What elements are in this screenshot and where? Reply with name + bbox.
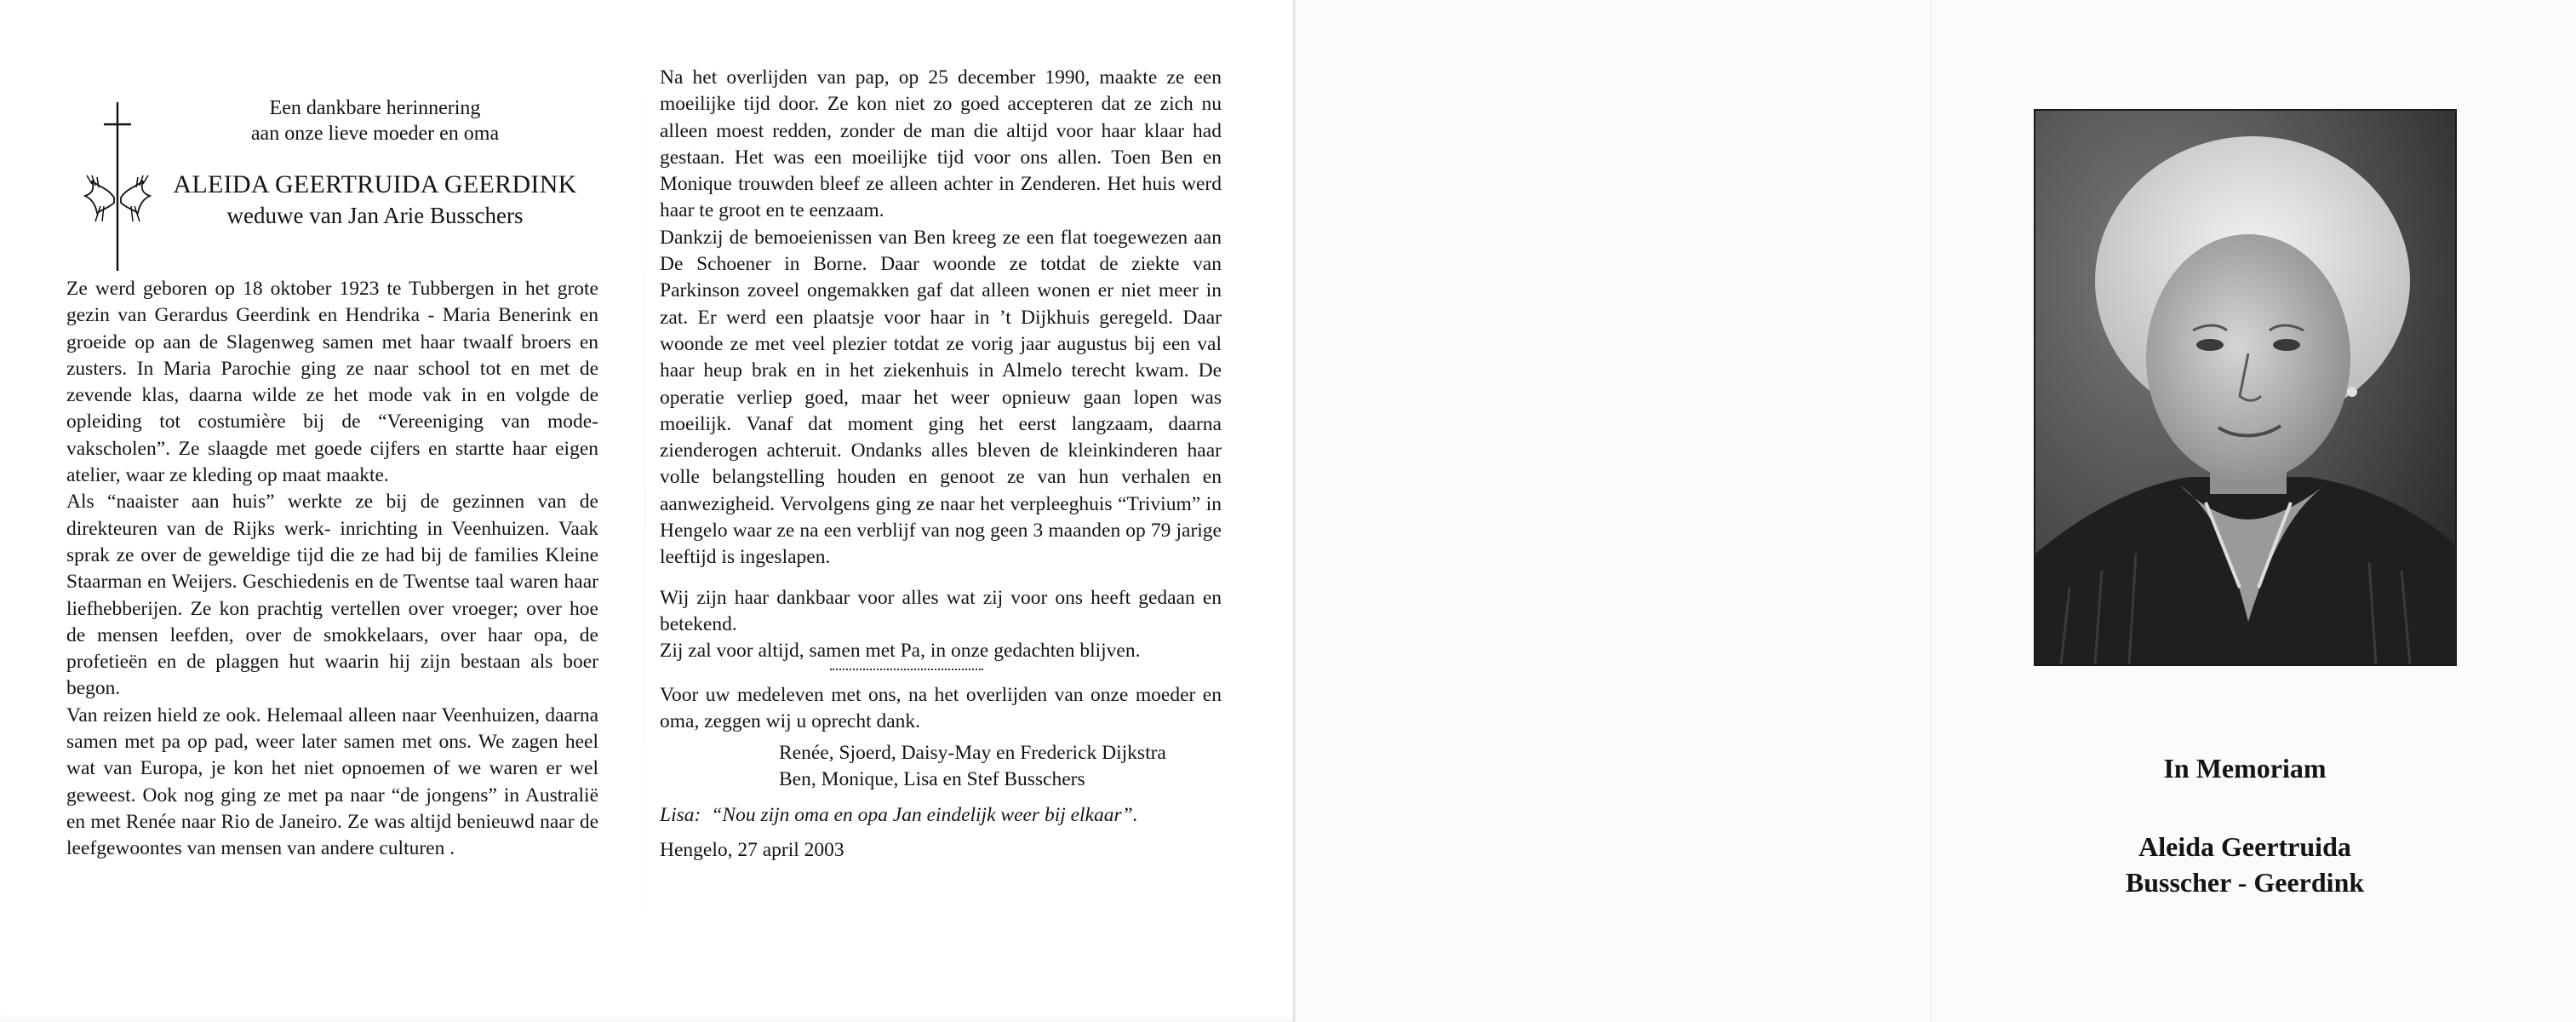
- front-name-line: Aleida Geertruida: [2138, 831, 2351, 862]
- quote-text: “Nou zijn oma en opa Jan eindelijk weer bij elkaar”.: [711, 803, 1138, 826]
- memorial-heading: [66, 95, 598, 274]
- biography-paragraph: Ze werd geboren op 18 oktober 1923 te Tubbergen in het grote gezin van Gerardus Geerdink en Hendrika - Maria Benerink en groeide op aan de Slagenweg samen met haar twaalf broers en zusters. In Maria Parochie ging ze naar school tot en met de zevende klas, daarna wilde ze het mode vak in en volgde de opleiding tot costumière bij de “Vereeniging van mode-vakscholen”. Ze slaagde met goede cijfers en startte haar eigen atelier, waar ze kleding op maat maakte.: [66, 278, 598, 487]
- intro-line-2: aan onze lieve moeder en oma: [250, 123, 500, 145]
- card-front: [1296, 0, 2576, 1022]
- dotted-divider: [830, 669, 983, 675]
- gratitude-text: Wij zijn haar dankbaar voor alles wat zij voor ons heeft gedaan en betekend.: [660, 586, 1222, 635]
- fold-line: [644, 17, 645, 996]
- thanks-text: Voor uw medeleven met ons, na het overlijden van onze moeder en oma, zeggen wij u oprecht dank.: [660, 683, 1222, 732]
- family-signatures: [779, 740, 1222, 794]
- gratitude-text: Zij zal voor altijd, samen met Pa, in onze gedachten blijven.: [660, 640, 1141, 663]
- grandchild-quote: [660, 802, 1222, 829]
- fold-line: [1930, 0, 1932, 1022]
- cross-with-doves-icon: [82, 102, 155, 271]
- middle-column: [660, 65, 1222, 864]
- front-name-line: Busscher - Geerdink: [2125, 867, 2365, 898]
- left-column: [66, 95, 598, 863]
- place-date: Hengelo, 27 april 2003: [660, 839, 844, 862]
- biography-paragraph: Van reizen hield ze ook. Helemaal alleen naar Veenhuizen, daarna samen met pa op pad, weer later samen met ons. We zagen heel wat van Europa, je kon het niet opnoemen of we waren er wel geweest. Ook nog ging ze met pa naar “de jongens” in Australië en met Renée naar Rio de Janeiro. Ze was altijd benieuwd naar de leefgewoontes van mensen van andere culturen .: [66, 703, 598, 860]
- signature-line: Ben, Monique, Lisa en Stef Busschers: [779, 768, 1085, 791]
- in-memoriam-title: In Memoriam: [2163, 753, 2327, 784]
- biography-paragraph: Na het overlijden van pap, op 25 december 1990, maakte ze een moeilijke tijd door. Ze kon niet zo goed accepteren dat ze zich nu alleen moest redden, zonder de man die altijd voor haar klaar had gestaan. Het was een moeilijke tijd voor ons allen. Toen Ben en Monique trouwden bleef ze alleen achter in Zenderen. Het huis werd haar te groot en te eenzaam.: [660, 66, 1222, 222]
- deceased-name: ALEIDA GEERTRUIDA GEERDINK: [173, 170, 577, 198]
- portrait-photo: [2034, 109, 2457, 666]
- intro-line-1: Een dankbare herinnering: [269, 97, 481, 119]
- signature-line: Renée, Sjoerd, Daisy-May en Frederick Dijkstra: [779, 742, 1166, 765]
- quote-label: Lisa:: [660, 803, 701, 826]
- biography-paragraph: Als “naaister aan huis” werkte ze bij de gezinnen van de direkteuren van de Rijks werk- inrichting in Veenhuizen. Vaak sprak ze over de geweldige tijd die ze had bij de families Kleine Staarman en Weijers. Geschiedenis en de Twentse taal waren haar liefhebberijen. Ze kon prachtig vertellen over vroeger; over hoe de mensen leefden, over de smokkelaars, over haar opa, de profetieën en de plaggen hut waarin hij zijn bestaan als boer begon.: [66, 491, 598, 700]
- widow-line: weduwe van Jan Arie Busschers: [226, 203, 524, 228]
- biography-paragraph: Dankzij de bemoeienissen van Ben kreeg ze een flat toegewezen aan De Schoener in Borne. Daar woonde ze totdat de ziekte van Parkinson zoveel ongemakken gaf dat alleen wonen er niet meer in zat. Er werd een plaatsje voor haar in ’t Dijkhuis geregeld. Daar woonde ze met veel plezier totdat ze vorig jaar augustus bij een val haar heup brak en in het ziekenhuis in Almelo terecht kwam. De operatie verliep goed, maar het weer opnieuw gaan lopen was moeilijk. Vanaf dat moment ging het eerst langzaam, daarna zienderogen achteruit. Ondanks alles bleven de kleinkinderen haar volle belangstelling houden en genoot ze van hun verhalen en aanwezigheid. Vervolgens ging ze naar het verpleeghuis “Trivium” in Hengelo waar ze na een verblijf van nog geen 3 maanden op 79 jarige leeftijd is ingeslapen.: [660, 226, 1222, 569]
